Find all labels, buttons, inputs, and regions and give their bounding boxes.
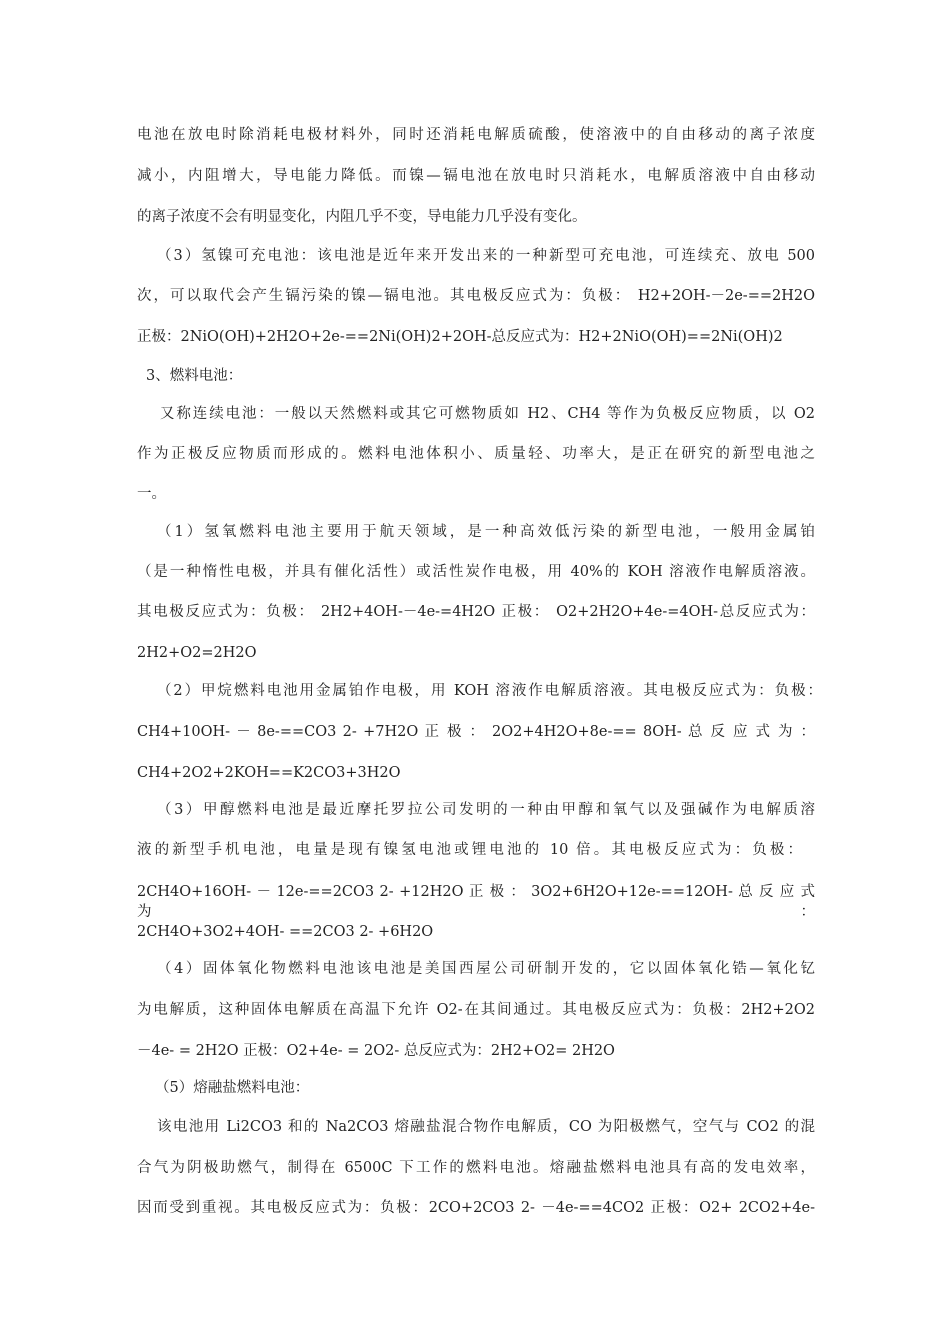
body-line-6: 正极：2NiO(OH)+2H2O+2e-==2Ni(OH)2+2OH-总反应式为：H2+2NiO(OH)==2Ni(OH)2 xyxy=(137,329,783,345)
body-line-14: 2H2+O2=2H2O xyxy=(137,645,257,661)
body-line-16: CH4+10OH- － 8e-==CO3 2- +7H2O 正 极 ： 2O2+4H2O+8e-== 8OH- 总 反 应 式 为 ： xyxy=(137,724,815,740)
body-line-2: 减小，内阻增大，导电能力降低。而镍—镉电池在放电时只消耗水，电解质溶液中自由移动 xyxy=(137,168,815,184)
body-line-19: 液的新型手机电池，电量是现有镍氢电池或锂电池的 10 倍。其电极反应式为：负极： xyxy=(137,842,802,858)
body-line-25: （5）熔融盐燃料电池： xyxy=(155,1080,310,1096)
body-line-26: 该电池用 Li2CO3 和的 Na2CO3 熔融盐混合物作电解质，CO 为阳极燃气，空气与 CO2 的混 xyxy=(157,1119,815,1135)
body-line-23: 为电解质，这种固体电解质在高温下允许 O2-在其间通过。其电极反应式为：负极：2H2+2O2 xyxy=(137,1002,815,1018)
body-line-27: 合气为阴极助燃气，制得在 6500C 下工作的燃料电池。熔融盐燃料电池具有高的发电效率， xyxy=(137,1160,815,1176)
body-line-3: 的离子浓度不会有明显变化，内阻几乎不变，导电能力几乎没有变化。 xyxy=(137,209,587,225)
body-line-9: 作为正极反应物质而形成的。燃料电池体积小、质量轻、功率大，是正在研究的新型电池之 xyxy=(137,446,815,462)
body-line-1: 电池在放电时除消耗电极材料外，同时还消耗电解质硫酸，使溶液中的自由移动的离子浓度 xyxy=(137,127,815,143)
body-line-20: 2CH4O+16OH- － 12e-==2CO3 2- +12H2O 正 极 ： 3O2+6H2O+12e-==12OH- 总 反 应 式 为 ： xyxy=(137,884,815,920)
body-line-17: CH4+2O2+2KOH==K2CO3+3H2O xyxy=(137,765,401,781)
body-line-12: （是一种惰性电极，并具有催化活性）或活性炭作电极，用 40%的 KOH 溶液作电解质溶液。 xyxy=(137,564,815,580)
body-line-22: （4）固体氧化物燃料电池该电池是美国西屋公司研制开发的，它以固体氧化锆—氧化钇 xyxy=(157,961,815,977)
body-line-10: 一。 xyxy=(137,486,166,502)
body-line-4: （3）氢镍可充电池：该电池是近年来开发出来的一种新型可充电池，可连续充、放电 500 xyxy=(157,248,815,264)
body-line-28: 因而受到重视。其电极反应式为：负极：2CO+2CO3 2- －4e-==4CO2 正极：O2+ 2CO2+4e- xyxy=(137,1200,815,1216)
body-line-21: 2CH4O+3O2+4OH- ==2CO3 2- +6H2O xyxy=(137,924,434,940)
body-line-13: 其电极反应式为：负极： 2H2+4OH-－4e-=4H2O 正极： O2+2H2O+4e-=4OH-总反应式为： xyxy=(137,604,815,620)
body-line-24: －4e- = 2H2O 正极：O2+4e- = 2O2- 总反应式为：2H2+O2= 2H2O xyxy=(137,1043,615,1059)
body-line-8: 又称连续电池：一般以天然燃料或其它可燃物质如 H2、CH4 等作为负极反应物质，以 O2 xyxy=(160,406,815,422)
body-line-15: （2）甲烷燃料电池用金属铂作电极，用 KOH 溶液作电解质溶液。其电极反应式为：负极： xyxy=(157,683,822,699)
body-line-5: 次，可以取代会产生镉污染的镍—镉电池。其电极反应式为：负极： H2+2OH-－2e-==2H2O xyxy=(137,288,815,304)
body-line-11: （1）氢氧燃料电池主要用于航天领域，是一种高效低污染的新型电池，一般用金属铂 xyxy=(157,524,815,540)
body-line-18: （3）甲醇燃料电池是最近摩托罗拉公司发明的一种由甲醇和氧气以及强碱作为电解质溶 xyxy=(157,802,815,818)
section-heading-fuel-cell: 3、燃料电池： xyxy=(146,368,243,384)
